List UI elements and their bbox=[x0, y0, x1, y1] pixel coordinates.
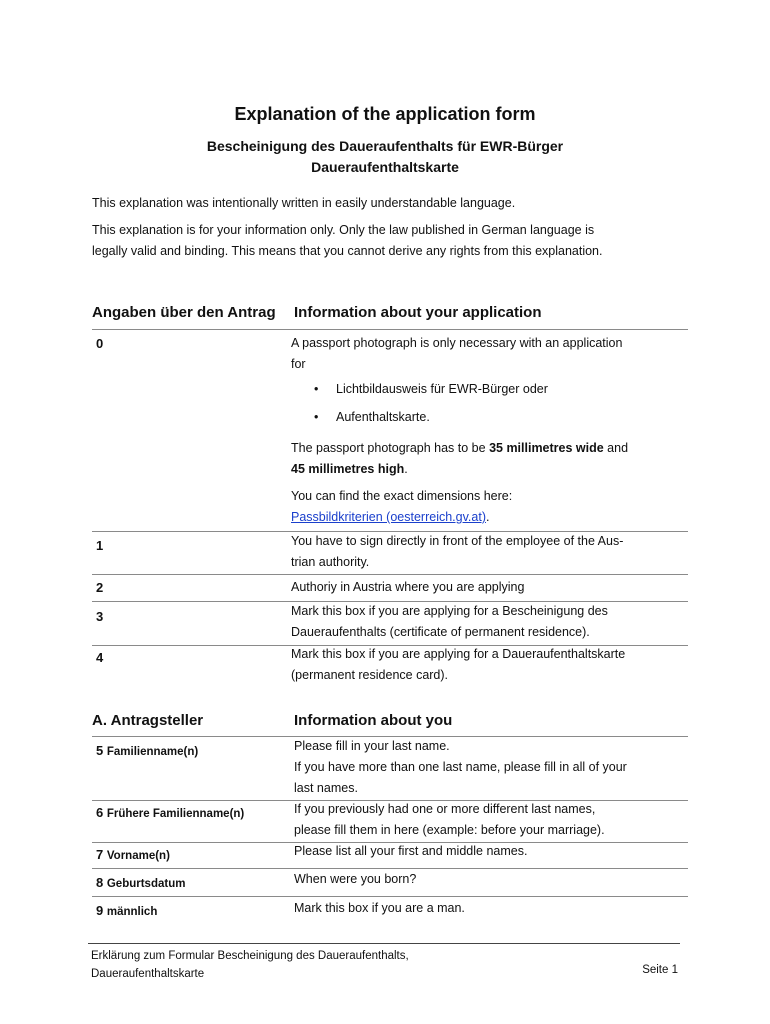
row-3-description bbox=[291, 601, 686, 643]
bullet-item: Aufenthaltskarte. bbox=[336, 410, 430, 424]
row-0-description bbox=[291, 333, 686, 375]
row-0-line-2: for bbox=[291, 357, 306, 371]
row-3-line-1: Mark this box if you are applying for a Bescheinigung des bbox=[291, 604, 608, 618]
field-number: 7 bbox=[96, 847, 104, 862]
field-label bbox=[96, 743, 198, 758]
section-2-right-heading: Information about you bbox=[294, 712, 453, 729]
passbildkriterien-link[interactable]: Passbildkriterien (oesterreich.gv.at) bbox=[291, 510, 486, 524]
row-9-description: Mark this box if you are a man. bbox=[294, 901, 465, 915]
document-subtitle bbox=[0, 136, 770, 178]
height-value: 45 millimetres high bbox=[291, 462, 405, 476]
section-1-left-heading: Angaben über den Antrag bbox=[92, 304, 276, 321]
field-number: 9 bbox=[96, 903, 104, 918]
table-rule bbox=[92, 574, 688, 575]
row-1-line-1: You have to sign directly in front of the employee of the Aus- bbox=[291, 534, 624, 548]
field-label bbox=[96, 847, 170, 862]
intro-paragraph-1: This explanation was intentionally written in easily understandable language. bbox=[92, 196, 516, 210]
row-0-line-1: A passport photograph is only necessary with an application bbox=[291, 336, 623, 350]
field-label bbox=[96, 805, 244, 820]
link-period: . bbox=[485, 510, 490, 524]
field-number: 5 bbox=[96, 743, 104, 758]
row-3-line-2: Daueraufenthalts (certificate of permanent residence). bbox=[291, 625, 590, 639]
field-label bbox=[96, 903, 157, 918]
field-name: Frühere Familienname(n) bbox=[106, 808, 245, 820]
table-rule bbox=[92, 896, 688, 897]
row-number: 4 bbox=[96, 650, 104, 665]
field-label bbox=[96, 875, 185, 890]
bullet-icon: • bbox=[314, 410, 319, 424]
subtitle-line-2: Daueraufenthaltskarte bbox=[311, 159, 459, 175]
footer-line-2: Daueraufenthaltskarte bbox=[91, 968, 205, 980]
dimensions-end: . bbox=[404, 462, 408, 476]
field-name: männlich bbox=[106, 906, 158, 918]
row-4-description bbox=[291, 644, 686, 686]
row-number: 3 bbox=[96, 609, 104, 624]
row-4-line-2: (permanent residence card). bbox=[291, 668, 449, 682]
find-dimensions-text: You can find the exact dimensions here: bbox=[291, 489, 513, 503]
document-title: Explanation of the application form bbox=[234, 104, 536, 124]
row-1-line-2: trian authority. bbox=[291, 555, 370, 569]
row-5-line-1: Please fill in your last name. bbox=[294, 739, 450, 753]
section-1-right-heading: Information about your application bbox=[294, 304, 542, 321]
bullet-icon: • bbox=[314, 382, 319, 396]
row-5-line-3: last names. bbox=[294, 781, 358, 795]
row-number: 2 bbox=[96, 580, 104, 595]
intro-paragraph-2-line-1: This explanation is for your information only. Only the law published in German language is bbox=[92, 223, 595, 237]
field-number: 8 bbox=[96, 875, 104, 890]
dimensions-prefix: The passport photograph has to be bbox=[291, 441, 490, 455]
field-name: Geburtsdatum bbox=[106, 878, 186, 890]
footer-text bbox=[91, 947, 409, 983]
bullet-item: Lichtbildausweis für EWR-Bürger oder bbox=[336, 382, 548, 396]
field-name: Vorname(n) bbox=[106, 850, 170, 862]
field-name: Familienname(n) bbox=[106, 746, 199, 758]
dimensions-link-paragraph bbox=[291, 486, 686, 528]
row-number: 0 bbox=[96, 336, 104, 351]
row-1-description bbox=[291, 531, 686, 573]
photo-dimensions-text bbox=[291, 438, 686, 480]
row-4-line-1: Mark this box if you are applying for a Daueraufenthaltskarte bbox=[291, 647, 626, 661]
row-6-description bbox=[294, 799, 689, 841]
intro-paragraph-2-line-2: legally valid and binding. This means that you cannot derive any rights from this explanation. bbox=[92, 244, 603, 258]
table-rule bbox=[92, 329, 688, 330]
intro-paragraph-2 bbox=[92, 220, 692, 262]
section-2-left-heading: A. Antragsteller bbox=[92, 712, 204, 729]
footer-divider bbox=[88, 943, 680, 944]
row-6-line-1: If you previously had one or more different last names, bbox=[294, 802, 596, 816]
row-2-description: Authoriy in Austria where you are applying bbox=[291, 580, 525, 594]
footer-line-1: Erklärung zum Formular Bescheinigung des Daueraufenthalts, bbox=[91, 950, 409, 962]
row-6-line-2: please fill them in here (example: before your marriage). bbox=[294, 823, 605, 837]
width-value: 35 millimetres wide bbox=[489, 441, 604, 455]
row-5-line-2: If you have more than one last name, please fill in all of your bbox=[294, 760, 627, 774]
row-8-description: When were you born? bbox=[294, 872, 417, 886]
dimensions-and: and bbox=[603, 441, 629, 455]
row-number: 1 bbox=[96, 538, 104, 553]
row-7-description: Please list all your first and middle names. bbox=[294, 844, 528, 858]
page-number: Seite 1 bbox=[642, 964, 678, 976]
row-5-description bbox=[294, 736, 689, 799]
field-number: 6 bbox=[96, 805, 104, 820]
subtitle-line-1: Bescheinigung des Daueraufenthalts für EWR-Bürger bbox=[206, 138, 564, 154]
